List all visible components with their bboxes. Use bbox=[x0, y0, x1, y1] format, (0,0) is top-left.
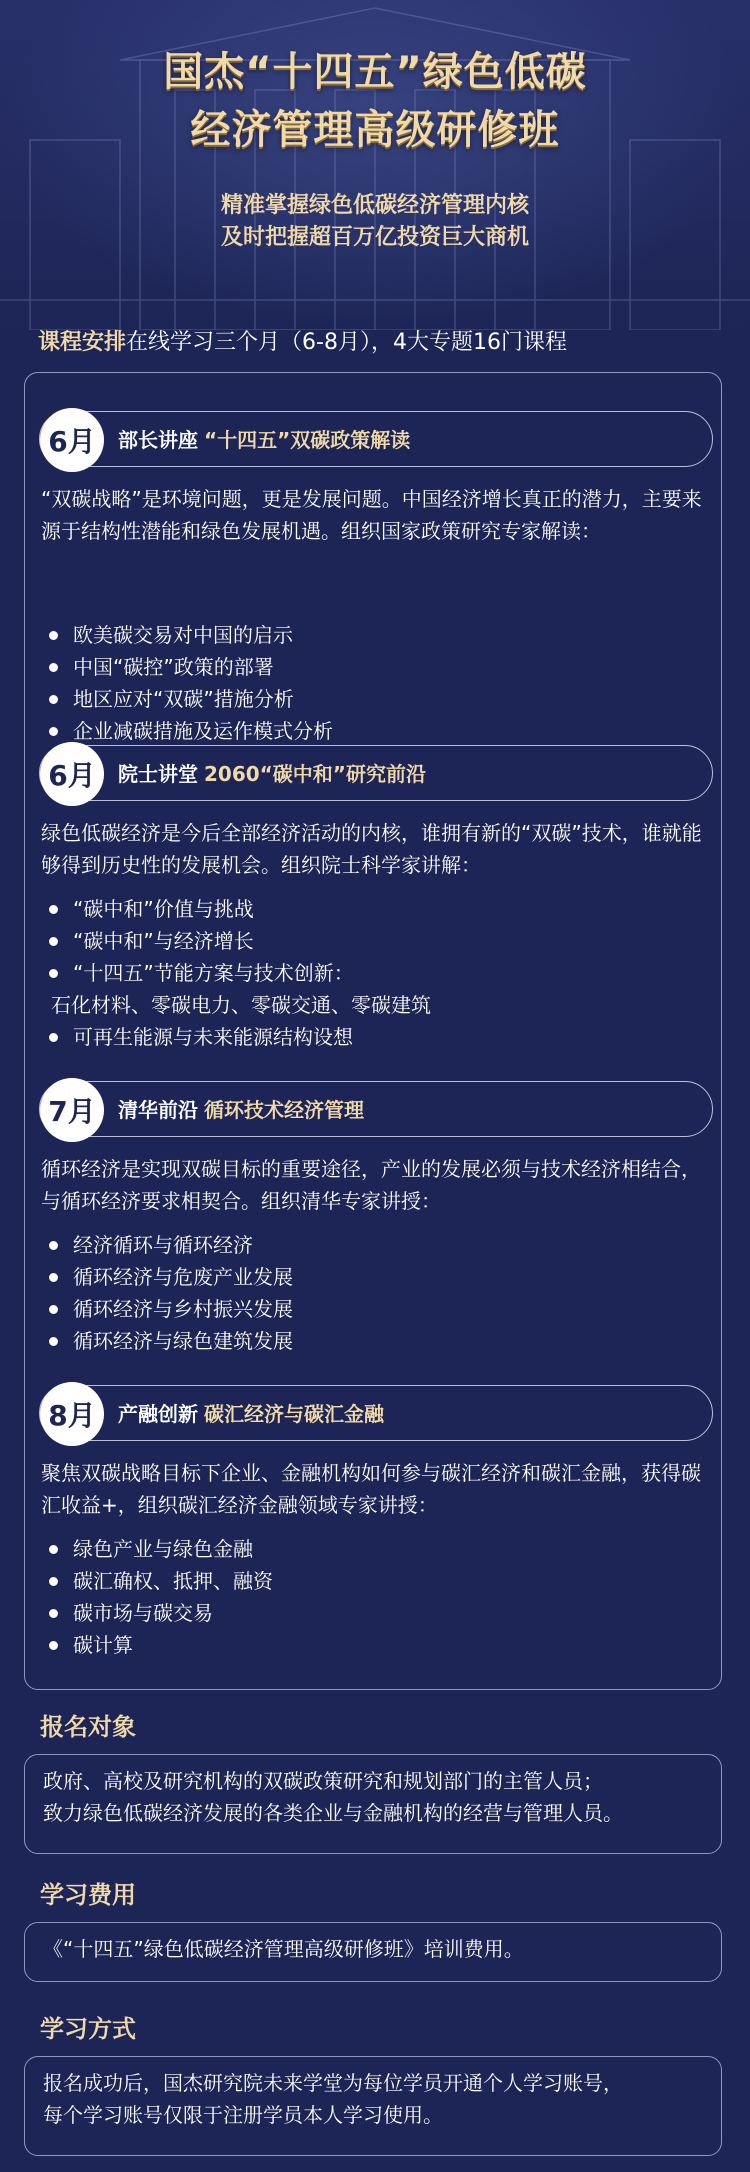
section-tag: 院士讲堂 bbox=[118, 762, 198, 786]
bullet-icon bbox=[49, 937, 58, 946]
list-sub-item: 石化材料、零碳电力、零碳交通、零碳建筑 bbox=[51, 993, 431, 1017]
month-badge: 6月 bbox=[40, 742, 104, 806]
section-header bbox=[39, 1081, 713, 1137]
topic-list bbox=[43, 1229, 703, 1357]
bullet-icon bbox=[49, 1337, 58, 1346]
enroll-box bbox=[24, 1754, 722, 1854]
section-description: “双碳战略”是环境问题，更是发展问题。中国经济增长真正的潜力，主要来源于结构性潜能和绿色发展机遇。组织国家政策研究专家解读： bbox=[41, 487, 702, 543]
topic-list bbox=[43, 619, 703, 747]
list-item: “碳中和”与经济增长 bbox=[43, 925, 703, 957]
curriculum-box bbox=[24, 372, 722, 1690]
method-box bbox=[24, 2056, 722, 2156]
section-title bbox=[118, 1400, 384, 1428]
section-title bbox=[118, 426, 410, 454]
bullet-icon bbox=[49, 1609, 58, 1618]
list-item: 可再生能源与未来能源结构设想 bbox=[43, 1021, 703, 1053]
schedule-text: 在线学习三个月（6-8月），4大专题16门课程 bbox=[126, 330, 567, 355]
list-item: “碳中和”价值与挑战 bbox=[43, 893, 703, 925]
section-topic: 碳汇经济与碳汇金融 bbox=[204, 1402, 384, 1426]
list-item: 循环经济与绿色建筑发展 bbox=[43, 1325, 703, 1357]
bullet-icon bbox=[49, 695, 58, 704]
subtitle-line-1: 精准掌握绿色低碳经济管理内核 bbox=[220, 193, 529, 218]
section-description: 聚焦双碳战略目标下企业、金融机构如何参与碳汇经济和碳汇金融，获得碳汇收益+，组织碳汇经济金融领域专家讲授： bbox=[41, 1461, 701, 1517]
bullet-icon bbox=[49, 1577, 58, 1586]
list-item: 循环经济与乡村振兴发展 bbox=[43, 1293, 703, 1325]
bullet-icon bbox=[49, 631, 58, 640]
enroll-heading: 报名对象 bbox=[40, 1713, 136, 1741]
section-title bbox=[118, 760, 426, 788]
bullet-icon bbox=[49, 1305, 58, 1314]
enroll-line-1: 政府、高校及研究机构的双碳政策研究和规划部门的主管人员； bbox=[43, 1769, 603, 1793]
method-line-2: 每个学习账号仅限于注册学员本人学习使用。 bbox=[43, 2103, 443, 2127]
section-header bbox=[39, 1385, 713, 1441]
bullet-icon bbox=[49, 1545, 58, 1554]
list-item: 欧美碳交易对中国的启示 bbox=[43, 619, 703, 651]
section-tag: 产融创新 bbox=[118, 1402, 198, 1426]
course-schedule bbox=[38, 326, 728, 360]
section-title bbox=[118, 1096, 364, 1124]
list-item: 经济循环与循环经济 bbox=[43, 1229, 703, 1261]
fee-box bbox=[24, 1922, 722, 1982]
page-title-line-2: 经济管理高级研修班 bbox=[190, 107, 560, 153]
hero-banner bbox=[0, 0, 750, 330]
bullet-icon bbox=[49, 1641, 58, 1650]
subtitle-line-2: 及时把握超百万亿投资巨大商机 bbox=[220, 225, 529, 250]
list-item: 碳汇确权、抵押、融资 bbox=[43, 1565, 703, 1597]
bullet-icon bbox=[49, 969, 58, 978]
method-line-1: 报名成功后，国杰研究院未来学堂为每位学员开通个人学习账号， bbox=[43, 2071, 623, 2095]
section-topic: “十四五”双碳政策解读 bbox=[204, 428, 411, 452]
method-heading: 学习方式 bbox=[40, 2015, 136, 2043]
bullet-icon bbox=[49, 1033, 58, 1042]
topic-list bbox=[43, 1533, 703, 1661]
list-item: 循环经济与危废产业发展 bbox=[43, 1261, 703, 1293]
month-badge: 8月 bbox=[40, 1382, 104, 1446]
list-item: “十四五”节能方案与技术创新： bbox=[43, 957, 703, 989]
section-topic: 循环技术经济管理 bbox=[204, 1098, 364, 1122]
list-item: 绿色产业与绿色金融 bbox=[43, 1533, 703, 1565]
bullet-icon bbox=[49, 905, 58, 914]
bullet-icon bbox=[49, 663, 58, 672]
enroll-line-2: 致力绿色低碳经济发展的各类企业与金融机构的经营与管理人员。 bbox=[43, 1801, 623, 1825]
section-header bbox=[39, 411, 713, 467]
list-item: 碳市场与碳交易 bbox=[43, 1597, 703, 1629]
month-badge: 7月 bbox=[40, 1078, 104, 1142]
list-item: 中国“碳控”政策的部署 bbox=[43, 651, 703, 683]
bullet-icon bbox=[49, 727, 58, 736]
fee-text: 《“十四五”绿色低碳经济管理高级研修班》培训费用。 bbox=[43, 1937, 524, 1961]
section-topic: 2060“碳中和”研究前沿 bbox=[204, 762, 426, 786]
list-item: 企业减碳措施及运作模式分析 bbox=[43, 715, 703, 747]
page-title-line-1: 国杰“十四五”绿色低碳 bbox=[163, 49, 587, 95]
fee-heading: 学习费用 bbox=[40, 1881, 136, 1909]
list-item: 地区应对“双碳”措施分析 bbox=[43, 683, 703, 715]
schedule-label: 课程安排 bbox=[38, 330, 127, 355]
bullet-icon bbox=[49, 1241, 58, 1250]
list-item: 碳计算 bbox=[43, 1629, 703, 1661]
section-tag: 清华前沿 bbox=[118, 1098, 198, 1122]
section-tag: 部长讲座 bbox=[118, 428, 198, 452]
section-header bbox=[39, 745, 713, 801]
month-badge: 6月 bbox=[40, 408, 104, 472]
section-description: 循环经济是实现双碳目标的重要途径，产业的发展必须与技术经济相结合，与循环经济要求相契合。组织清华专家讲授： bbox=[41, 1157, 701, 1213]
bullet-icon bbox=[49, 1273, 58, 1282]
topic-list bbox=[43, 893, 703, 1053]
section-description: 绿色低碳经济是今后全部经济活动的内核，谁拥有新的“双碳”技术，谁就能够得到历史性的发展机会。组织院士科学家讲解： bbox=[41, 821, 702, 877]
